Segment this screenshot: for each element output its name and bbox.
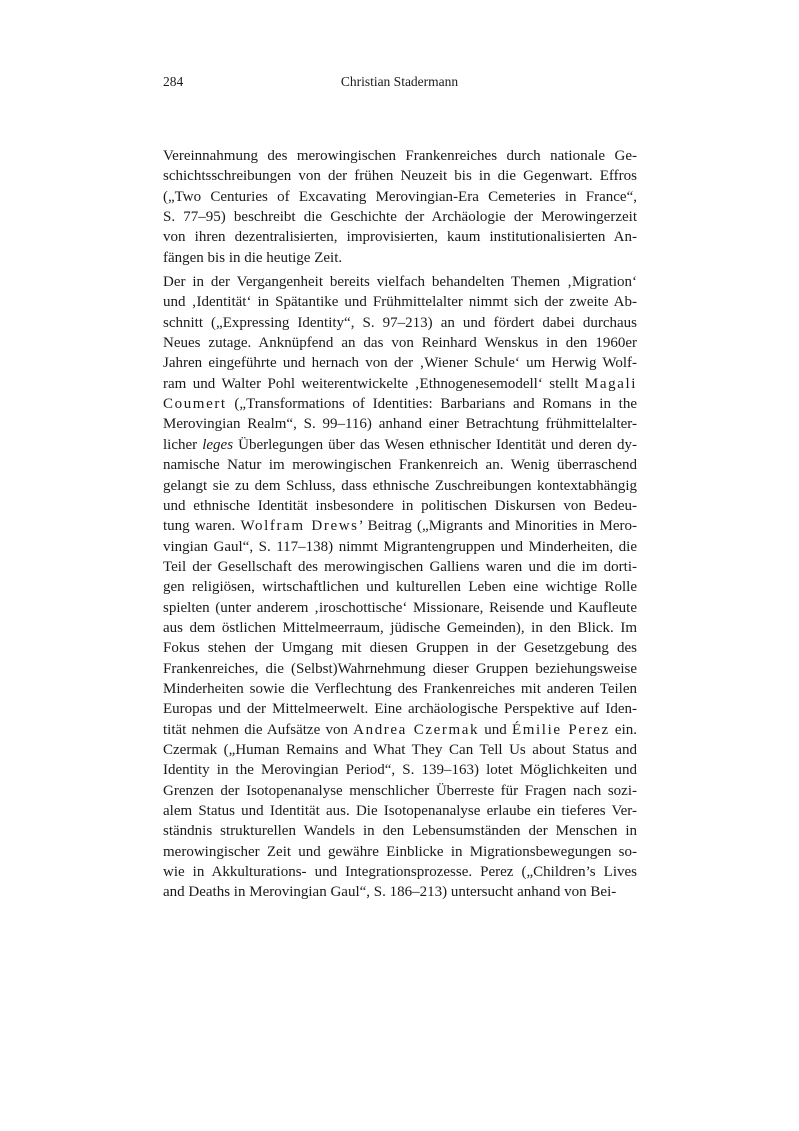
- text-line: [163, 781, 637, 801]
- text-line: [163, 740, 637, 760]
- text-line: [163, 699, 637, 719]
- text-line: [163, 272, 637, 292]
- text-line: [163, 862, 637, 882]
- text-segment: tung waren.: [163, 518, 241, 535]
- text-line: [163, 455, 637, 475]
- text-line: [163, 598, 637, 618]
- text-segment: ständnis strukturellen Wandels in den Lebensumständen der Menschen in: [163, 823, 637, 840]
- text-line: [163, 618, 637, 638]
- paragraph: [163, 272, 637, 903]
- text-line: [163, 353, 637, 373]
- page-number: 284: [163, 74, 184, 89]
- text-line: [163, 496, 637, 516]
- text-line: [163, 882, 637, 902]
- text-segment: wie in Akkulturations- und Integrationsprozesse. Perez („Children’s Lives: [163, 864, 637, 881]
- paragraph: [163, 146, 637, 268]
- text-line: [163, 374, 637, 394]
- text-line: [163, 146, 637, 166]
- text-segment: schichtsschreibungen von der frühen Neuzeit bis in die Gegenwart. Effros: [163, 168, 637, 185]
- text-segment: gen religiösen, wirtschaftlichen und kulturellen Leben eine wichtige Rolle: [163, 579, 637, 596]
- author-name: Coumert: [163, 396, 227, 413]
- text-segment: von ihren dezentralisierten, improvisierten, kaum institutionalisierten An-: [163, 229, 637, 246]
- text-line: [163, 476, 637, 496]
- text-line: [163, 516, 637, 536]
- text-segment: Der in der Vergangenheit bereits vielfach behandelten Themen ‚Migration‘: [163, 274, 637, 291]
- text-line: [163, 537, 637, 557]
- text-segment: Grenzen der Isotopenanalyse menschlicher Überreste für Fragen nach sozi-: [163, 782, 637, 799]
- text-segment: Jahren eingeführte und hernach von der ‚Wiener Schule‘ um Herwig Wolf-: [163, 355, 637, 372]
- text-segment: aus dem östlichen Mittelmeerraum, jüdische Gemeinden), in den Blick. Im: [163, 619, 637, 636]
- text-segment: and Deaths in Merovingian Gaul“, S. 186–213) untersucht anhand von Bei-: [163, 884, 617, 901]
- text-segment: Überlegungen über das Wesen ethnischer Identität und deren dy-: [233, 436, 637, 453]
- text-segment: ein.: [609, 721, 638, 738]
- text-segment: („Transformations of Identities: Barbarians and Romans in the: [226, 396, 637, 413]
- text-line: [163, 292, 637, 312]
- text-line: [163, 207, 637, 227]
- text-segment: S. 77–95) beschreibt die Geschichte der Archäologie der Merowingerzeit: [163, 209, 637, 226]
- text-line: [163, 638, 637, 658]
- text-line: [163, 821, 637, 841]
- author-name: Magali: [584, 375, 637, 392]
- text-line: [163, 313, 637, 333]
- text-line: [163, 394, 637, 414]
- text-segment: Minderheiten sowie die Verflechtung des Frankenreiches mit anderen Teilen: [163, 680, 637, 697]
- text-line: [163, 842, 637, 862]
- text-segment: Czermak („Human Remains and What They Can Tell Us about Status and: [163, 741, 637, 758]
- text-segment: Identity in the Merovingian Period“, S. 139–163) lotet Möglichkeiten und: [163, 762, 637, 779]
- text-segment: licher: [163, 436, 203, 453]
- text-segment: merowingischer Zeit und gewähre Einblicke in Migrationsbewegungen so-: [163, 843, 637, 860]
- text-segment: fängen bis in die heutige Zeit.: [163, 249, 343, 266]
- text-line: [163, 659, 637, 679]
- text-line: [163, 166, 637, 186]
- text-line: [163, 414, 637, 434]
- author-name: Andrea Czermak: [353, 721, 480, 738]
- text-segment: Vereinnahmung des merowingischen Frankenreiches durch nationale Ge-: [163, 148, 637, 164]
- text-segment: namische Natur im merowingischen Frankenreich an. Wenig überraschend: [163, 457, 637, 474]
- text-line: [163, 801, 637, 821]
- text-segment: spielten (unter anderem ‚iroschottische‘ Missionare, Reisende und Kaufleute: [163, 599, 637, 616]
- text-segment: vingian Gaul“, S. 117–138) nimmt Migrantengruppen und Minderheiten, die: [163, 538, 637, 555]
- text-segment: („Two Centuries of Excavating Merovingian-Era Cemeteries in France“,: [163, 188, 637, 205]
- text-segment: alem Status und Identität aus. Die Isotopenanalyse erlaube ein tieferes Ver-: [163, 803, 637, 819]
- text-segment: und ‚Identität‘ in Spätantike und Frühmittelalter nimmt sich der zweite Ab-: [163, 294, 637, 311]
- text-line: [163, 248, 637, 268]
- text-line: [163, 435, 637, 455]
- body-text: [163, 146, 637, 907]
- text-segment: Frankenreiches, die (Selbst)Wahrnehmung dieser Gruppen beziehungsweise: [163, 660, 637, 677]
- text-line: [163, 333, 637, 353]
- text-segment: gelangt sie zu dem Schluss, dass ethnische Zuschreibungen kontextabhängig: [163, 477, 637, 494]
- text-line: [163, 679, 637, 699]
- text-segment: und: [479, 721, 512, 738]
- text-segment: schnitt („Expressing Identity“, S. 97–213) an und fördert dabei durchaus: [163, 314, 637, 331]
- italic-term: leges: [202, 436, 234, 453]
- text-segment: Neues zutage. Anknüpfend an das von Reinhard Wenskus in den 1960er: [163, 335, 637, 352]
- text-segment: Teil der Gesellschaft des merowingischen Galliens waren und die im dorti-: [163, 558, 637, 575]
- running-head: Christian Stadermann: [340, 74, 459, 89]
- text-line: [163, 187, 637, 207]
- text-line: [163, 720, 637, 740]
- text-segment: Fokus stehen der Umgang mit diesen Gruppen in der Gesetzgebung des: [163, 640, 637, 657]
- author-name: Wolfram Drews: [240, 518, 359, 535]
- text-line: [163, 557, 637, 577]
- text-line: [163, 227, 637, 247]
- text-line: [163, 760, 637, 780]
- text-line: [163, 577, 637, 597]
- text-segment: ram und Walter Pohl weiterentwickelte ‚Ethnogenesemodell‘ stellt: [163, 375, 585, 392]
- text-segment: Merovingian Realm“, S. 99–116) anhand einer Betrachtung frühmittelalter-: [163, 416, 637, 433]
- text-segment: Europas und der Mittelmeerwelt. Eine archäologische Perspektive auf Iden-: [163, 701, 637, 718]
- text-segment: ’ Beitrag („Migrants and Minorities in Mero-: [358, 518, 637, 535]
- text-segment: und ethnische Identität insbesondere in politischen Diskursen von Bedeu-: [163, 497, 637, 514]
- text-segment: tität nehmen die Aufsätze von: [163, 721, 354, 738]
- author-name: Émilie Perez: [512, 721, 610, 738]
